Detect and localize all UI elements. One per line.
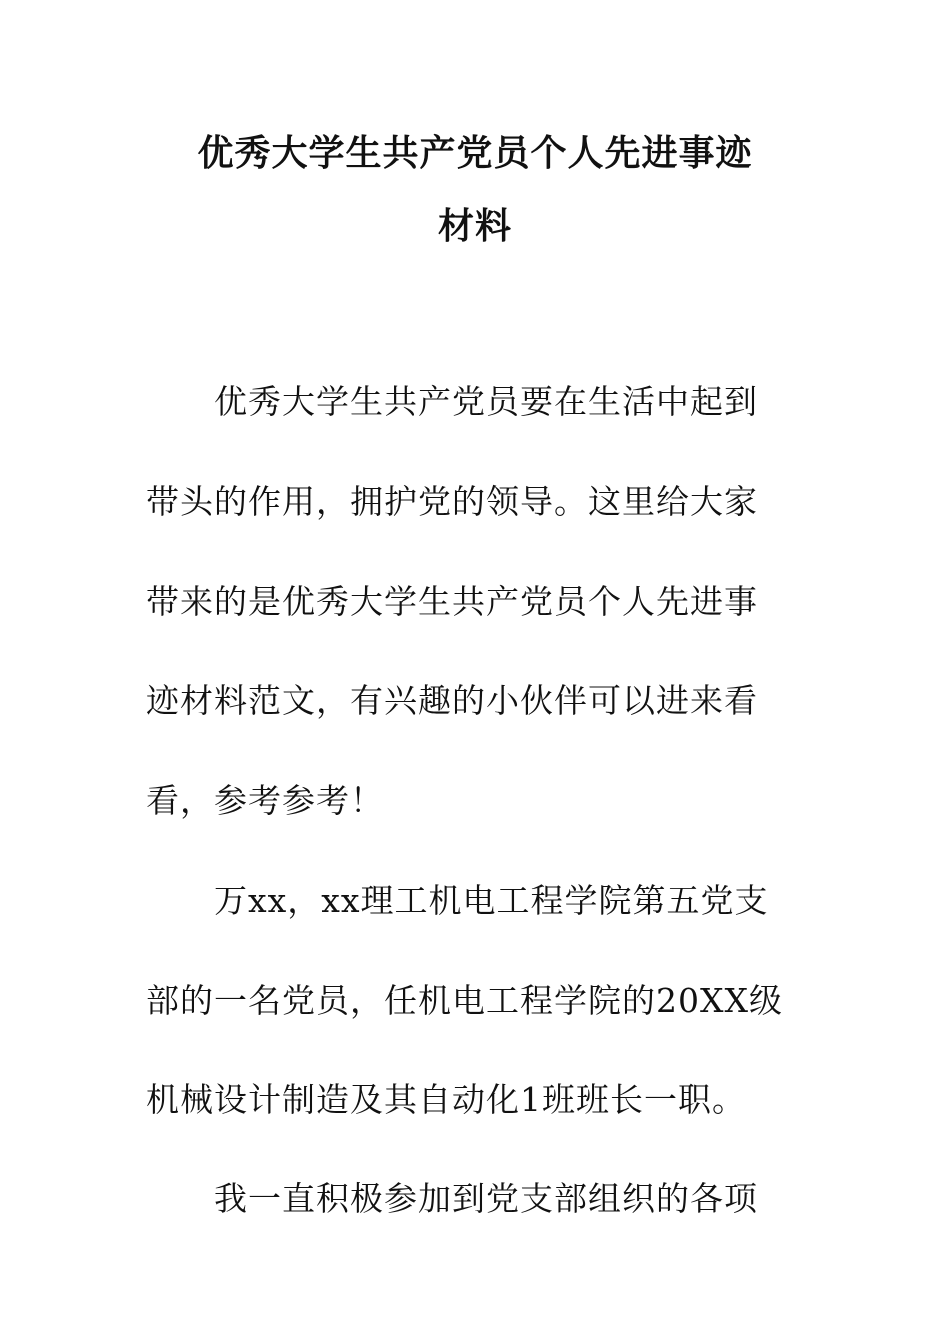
- paragraph-1-line-2: 带头的作用，拥护党的领导。这里给大家: [146, 482, 758, 521]
- document-title-line-2: 材料: [437, 206, 512, 247]
- paragraph-1-line-1: 优秀大学生共产党员要在生活中起到: [214, 382, 758, 421]
- document-title-line-1: 优秀大学生共产党员个人先进事迹: [197, 133, 753, 174]
- paragraph-2-line-2: 部的一名党员，任机电工程学院的20XX级: [146, 981, 783, 1020]
- paragraph-2-line-1: 万xx，xx理工机电工程学院第五党支: [214, 881, 769, 920]
- paragraph-1-line-3: 带来的是优秀大学生共产党员个人先进事: [146, 582, 758, 621]
- paragraph-3-line-1: 我一直积极参加到党支部组织的各项: [214, 1179, 758, 1218]
- paragraph-1-line-5: 看，参考参考！: [146, 781, 384, 820]
- paragraph-2-line-3: 机械设计制造及其自动化1班班长一职。: [146, 1080, 746, 1119]
- paragraph-1-line-4: 迹材料范文，有兴趣的小伙伴可以进来看: [146, 681, 758, 720]
